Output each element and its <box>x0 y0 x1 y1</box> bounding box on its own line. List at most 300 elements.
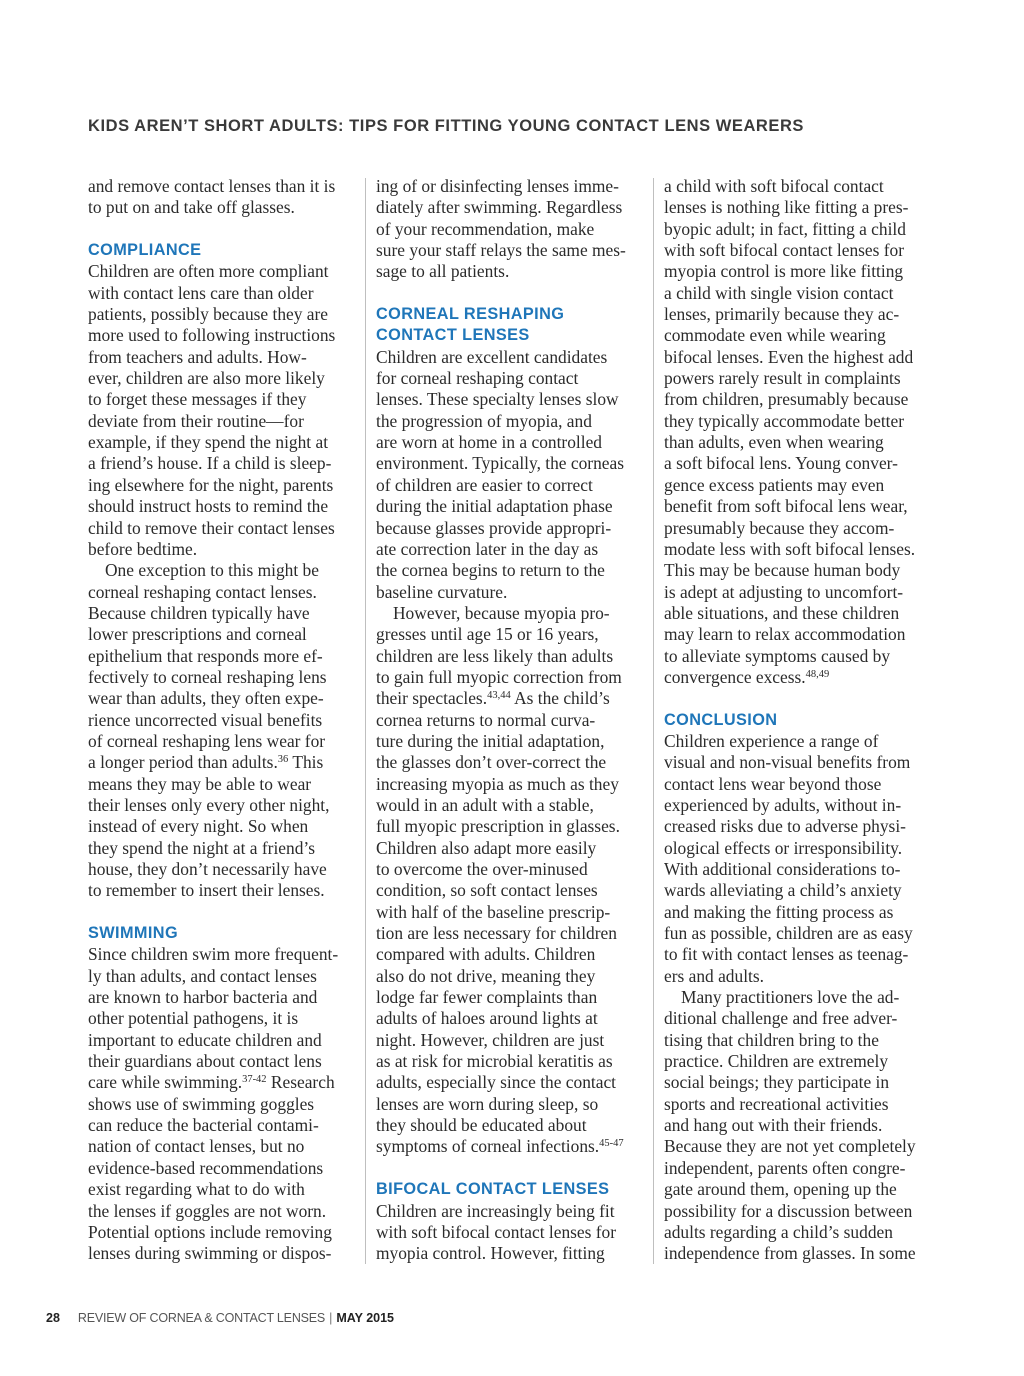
running-header: KIDS AREN’T SHORT ADULTS: TIPS FOR FITTING YOUNG CONTACT LENS WEARERS <box>88 117 804 135</box>
line-text: byopic adult; in fact, fitting a child <box>664 218 906 239</box>
text-line <box>376 453 646 474</box>
line-text: wards alleviating a child’s anxiety <box>664 880 902 901</box>
paragraph-gap <box>376 283 646 304</box>
text-line <box>88 304 358 325</box>
text-column-1 <box>88 176 358 1266</box>
line-text: children are less likely than adults <box>376 645 614 666</box>
text-line <box>664 1030 936 1051</box>
line-text: than adults, even when wearing <box>664 432 884 453</box>
line-text-continued: This <box>288 752 324 773</box>
line-text: lower prescriptions and corneal <box>88 624 307 645</box>
text-line <box>88 859 358 880</box>
line-text: to remember to insert their lenses. <box>88 880 325 901</box>
line-text: of your recommendation, make <box>376 218 595 239</box>
text-line <box>88 1179 358 1200</box>
text-line <box>376 496 646 517</box>
text-line <box>88 838 358 859</box>
line-text: ing of or disinfecting lenses imme- <box>376 176 619 196</box>
line-text: instead of every night. So when <box>88 816 309 837</box>
text-line <box>376 795 646 816</box>
line-text: environment. Typically, the corneas <box>376 453 624 474</box>
paragraph-gap <box>88 902 358 923</box>
text-line <box>664 603 936 624</box>
text-line <box>376 774 646 795</box>
line-text: myopia control is more like fitting <box>664 261 904 282</box>
line-text: night. However, children are just <box>376 1029 605 1050</box>
text-line <box>664 987 936 1008</box>
line-text: ly than adults, and contact lenses <box>88 965 317 986</box>
line-text: of corneal reshaping lens wear for <box>88 730 326 751</box>
text-line <box>88 1136 358 1157</box>
text-line <box>376 219 646 240</box>
line-text: to forget these messages if they <box>88 389 307 410</box>
text-line <box>664 731 936 752</box>
line-text: ing elsewhere for the night, parents <box>88 474 334 495</box>
line-text: presumably because they accom- <box>664 517 895 538</box>
paragraph-gap <box>664 688 936 709</box>
text-line <box>664 432 936 453</box>
text-line <box>664 667 936 688</box>
line-text: Since children swim more frequent- <box>88 944 339 965</box>
text-line <box>664 859 936 880</box>
text-line <box>376 624 646 645</box>
text-line <box>376 1072 646 1093</box>
line-text: lenses during swimming or dispos- <box>88 1243 332 1264</box>
text-line <box>376 1222 646 1243</box>
text-line <box>88 646 358 667</box>
text-line <box>88 667 358 688</box>
text-line <box>664 475 936 496</box>
line-text: adults of haloes around lights at <box>376 1008 598 1029</box>
paragraph-gap <box>376 1158 646 1179</box>
text-line <box>376 1008 646 1029</box>
text-line <box>88 197 358 218</box>
text-line <box>88 261 358 282</box>
line-text: ers and adults. <box>664 965 764 986</box>
text-line <box>88 1243 358 1264</box>
text-line <box>376 667 646 688</box>
text-line <box>376 582 646 603</box>
line-text: and making the fitting process as <box>664 901 894 922</box>
line-text: their guardians about contact lens <box>88 1051 322 1072</box>
line-text: One exception to this might be <box>105 560 319 581</box>
text-line <box>376 539 646 560</box>
text-line <box>88 1072 358 1093</box>
line-text: lenses. These specialty lenses slow <box>376 389 619 410</box>
text-line <box>88 368 358 389</box>
text-line <box>376 411 646 432</box>
text-line <box>88 603 358 624</box>
line-text: they typically accommodate better <box>664 410 904 431</box>
text-line <box>376 197 646 218</box>
line-text: during the initial adaptation phase <box>376 496 613 517</box>
text-line <box>376 1136 646 1157</box>
line-text: and hang out with their friends. <box>664 1115 883 1136</box>
text-line <box>88 411 358 432</box>
line-text: of children are easier to correct <box>376 474 593 495</box>
line-text: contact lens wear beyond those <box>664 773 882 794</box>
paragraph-gap <box>88 219 358 240</box>
line-text: independence from glasses. In some <box>664 1243 916 1264</box>
line-text: patients, possibly because they are <box>88 304 329 325</box>
line-text: from teachers and adults. How- <box>88 346 307 367</box>
line-text: shows use of swimming goggles <box>88 1093 315 1114</box>
section-heading: CONTACT LENSES <box>376 326 530 345</box>
text-line <box>376 1051 646 1072</box>
line-text: a child with single vision contact <box>664 282 894 303</box>
text-line <box>88 795 358 816</box>
line-text: diately after swimming. Regardless <box>376 197 623 218</box>
text-line <box>664 197 936 218</box>
text-line <box>88 475 358 496</box>
line-text: lenses, primarily because they ac- <box>664 304 900 325</box>
line-text: tion are less necessary for children <box>376 923 617 944</box>
line-text: creased risks due to adverse physi- <box>664 816 906 837</box>
text-line <box>664 389 936 410</box>
text-line <box>664 582 936 603</box>
text-line <box>88 688 358 709</box>
line-text: the glasses don’t over-correct the <box>376 752 607 773</box>
text-line <box>664 453 936 474</box>
line-text: Many practitioners love the ad- <box>681 987 900 1008</box>
line-text: for corneal reshaping contact <box>376 368 579 389</box>
text-line <box>376 176 646 197</box>
line-text: Children experience a range of <box>664 730 879 751</box>
line-text: other potential pathogens, it is <box>88 1008 299 1029</box>
text-line <box>376 688 646 709</box>
text-line <box>664 240 936 261</box>
text-line <box>88 432 358 453</box>
page-footer <box>46 1311 394 1325</box>
text-line <box>88 560 358 581</box>
line-text: practice. Children are extremely <box>664 1051 889 1072</box>
line-text: child to remove their contact lenses <box>88 517 335 538</box>
text-line <box>88 176 358 197</box>
line-text: convergence excess. <box>664 666 806 687</box>
text-line <box>664 816 936 837</box>
text-line <box>664 1201 936 1222</box>
text-line <box>664 774 936 795</box>
text-line <box>88 496 358 517</box>
line-text: myopia control. However, fitting <box>376 1243 605 1264</box>
line-text: ditional challenge and free adver- <box>664 1008 898 1029</box>
text-line <box>88 1051 358 1072</box>
line-text: increasing myopia as much as they <box>376 773 619 794</box>
text-line <box>376 902 646 923</box>
line-text: to fit with contact lenses as teenag- <box>664 944 909 965</box>
line-text: because glasses provide appropri- <box>376 517 612 538</box>
text-line <box>88 944 358 965</box>
line-text: the cornea begins to return to the <box>376 560 605 581</box>
line-text: rience uncorrected visual benefits <box>88 709 323 730</box>
text-line <box>88 283 358 304</box>
line-text: with soft bifocal contact lenses for <box>376 1221 617 1242</box>
line-text: with contact lens care than older <box>88 282 314 303</box>
text-line <box>376 816 646 837</box>
text-line <box>664 1179 936 1200</box>
line-text: a friend’s house. If a child is sleep- <box>88 453 332 474</box>
text-line <box>88 774 358 795</box>
line-text: lenses are worn during sleep, so <box>376 1093 599 1114</box>
line-text: This may be because human body <box>664 560 901 581</box>
line-text: sage to all patients. <box>376 261 510 282</box>
text-line <box>664 1115 936 1136</box>
text-line <box>664 368 936 389</box>
line-text: compared with adults. Children <box>376 944 596 965</box>
line-text: gate around them, opening up the <box>664 1179 897 1200</box>
line-text: baseline curvature. <box>376 581 508 602</box>
text-line <box>376 261 646 282</box>
text-line <box>376 389 646 410</box>
text-line <box>664 176 936 197</box>
line-text: Children also adapt more easily <box>376 837 597 858</box>
line-text: a child with soft bifocal contact <box>664 176 884 196</box>
line-text: lenses is nothing like fitting a pres- <box>664 197 909 218</box>
section-heading: CORNEAL RESHAPING <box>376 305 565 324</box>
line-text: deviate from their routine—for <box>88 410 304 431</box>
column-divider <box>365 178 366 1264</box>
line-text: Because they are not yet completely <box>664 1136 916 1157</box>
line-text: the progression of myopia, and <box>376 410 592 431</box>
text-line <box>88 347 358 368</box>
issue-date: MAY 2015 <box>336 1311 394 1325</box>
line-text: bifocal lenses. Even the highest add <box>664 346 914 367</box>
text-line <box>88 987 358 1008</box>
text-line <box>664 1136 936 1157</box>
line-text: ever, children are also more likely <box>88 368 325 389</box>
line-text: full myopic prescription in glasses. <box>376 816 620 837</box>
publication-name: REVIEW OF CORNEA & CONTACT LENSES <box>77 1311 326 1325</box>
text-line <box>376 1243 646 1264</box>
text-line <box>664 795 936 816</box>
text-line <box>376 966 646 987</box>
line-text: to overcome the over-minused <box>376 859 588 879</box>
text-line <box>376 347 646 368</box>
text-line <box>376 731 646 752</box>
line-text: gresses until age 15 or 16 years, <box>376 624 599 645</box>
text-line <box>376 838 646 859</box>
text-line <box>664 304 936 325</box>
section-heading: SWIMMING <box>88 924 179 943</box>
line-text: to gain full myopic correction from <box>376 666 622 687</box>
line-text: gence excess patients may even <box>664 474 885 495</box>
line-text: adults regarding a child’s sudden <box>664 1221 893 1242</box>
line-text: from children, presumably because <box>664 389 909 410</box>
line-text: experienced by adults, without in- <box>664 794 902 815</box>
text-line <box>664 347 936 368</box>
line-text: nation of contact lenses, but no <box>88 1136 305 1157</box>
text-line <box>376 923 646 944</box>
text-line <box>88 539 358 560</box>
text-line <box>376 859 646 880</box>
text-line <box>664 880 936 901</box>
text-line <box>376 1115 646 1136</box>
line-text: Children are increasingly being fit <box>376 1200 615 1221</box>
text-line <box>376 944 646 965</box>
line-text: tising that children bring to the <box>664 1029 879 1050</box>
text-line <box>376 368 646 389</box>
line-text: However, because myopia pro- <box>393 602 610 623</box>
text-line <box>88 518 358 539</box>
line-text: wear than adults, they often expe- <box>88 688 324 709</box>
text-line <box>664 1072 936 1093</box>
line-text: With additional considerations to- <box>664 859 901 879</box>
text-line <box>664 752 936 773</box>
line-text: would in an adult with a stable, <box>376 794 594 815</box>
text-line <box>664 1158 936 1179</box>
line-text: fectively to corneal reshaping lens <box>88 666 327 687</box>
line-text: independent, parents often congre- <box>664 1157 906 1178</box>
line-text: able situations, and these children <box>664 602 900 623</box>
line-text: sports and recreational activities <box>664 1093 889 1114</box>
text-line <box>88 710 358 731</box>
text-line <box>88 1008 358 1029</box>
text-line <box>376 475 646 496</box>
text-line <box>376 987 646 1008</box>
text-line <box>376 752 646 773</box>
text-line <box>376 560 646 581</box>
text-line <box>664 1008 936 1029</box>
text-line <box>664 411 936 432</box>
text-line <box>376 1201 646 1222</box>
line-text: Because children typically have <box>88 602 310 623</box>
line-text: exist regarding what to do with <box>88 1179 305 1200</box>
text-line <box>88 1222 358 1243</box>
line-text-continued: As the child’s <box>510 688 610 709</box>
section-heading: BIFOCAL CONTACT LENSES <box>376 1180 610 1199</box>
text-line <box>664 539 936 560</box>
line-text: their lenses only every other night, <box>88 794 330 815</box>
line-text: powers rarely result in complaints <box>664 368 901 389</box>
line-text: they should be educated about <box>376 1115 587 1136</box>
line-text: social beings; they participate in <box>664 1072 890 1093</box>
text-line <box>664 560 936 581</box>
text-line <box>88 1030 358 1051</box>
text-line <box>88 624 358 645</box>
line-text: commodate even while wearing <box>664 325 886 346</box>
text-line <box>376 240 646 261</box>
text-line <box>664 944 936 965</box>
line-text: condition, so soft contact lenses <box>376 880 598 901</box>
line-text: they spend the night at a friend’s <box>88 837 315 858</box>
text-line <box>664 1051 936 1072</box>
line-text: to alleviate symptoms caused by <box>664 645 891 666</box>
line-text: care while swimming. <box>88 1072 243 1093</box>
page-number: 28 <box>46 1311 60 1325</box>
line-text: are known to harbor bacteria and <box>88 987 318 1008</box>
line-text: epithelium that responds more ef- <box>88 645 323 666</box>
line-text: cornea returns to normal curva- <box>376 709 596 730</box>
text-line <box>88 1158 358 1179</box>
line-text: with soft bifocal contact lenses for <box>664 240 905 261</box>
line-text: with half of the baseline prescrip- <box>376 901 611 922</box>
text-line <box>664 496 936 517</box>
line-text: is adept at adjusting to uncomfort- <box>664 581 904 602</box>
line-text: example, if they spend the night at <box>88 432 329 453</box>
text-line <box>88 389 358 410</box>
text-line <box>376 1094 646 1115</box>
line-text: to put on and take off glasses. <box>88 197 295 218</box>
line-text: evidence-based recommendations <box>88 1157 324 1178</box>
citation-superscript: 45-47 <box>599 1138 624 1150</box>
line-text: important to educate children and <box>88 1029 322 1050</box>
line-text: should instruct hosts to remind the <box>88 496 329 517</box>
section-heading: CONCLUSION <box>664 710 778 729</box>
line-text: fun as possible, children are as easy <box>664 923 913 944</box>
text-line <box>664 966 936 987</box>
text-column-3 <box>664 176 936 1266</box>
footer-separator: | <box>329 1311 333 1325</box>
text-line <box>664 624 936 645</box>
text-line <box>664 838 936 859</box>
text-line <box>88 1201 358 1222</box>
line-text: lodge far fewer complaints than <box>376 987 598 1008</box>
line-text: visual and non-visual benefits from <box>664 752 911 773</box>
line-text: a longer period than adults. <box>88 752 278 773</box>
line-text: Children are often more compliant <box>88 261 329 282</box>
citation-superscript: 43,44 <box>487 690 511 702</box>
line-text: as at risk for microbial keratitis as <box>376 1051 613 1072</box>
line-text: may learn to relax accommodation <box>664 624 906 645</box>
text-line <box>664 325 936 346</box>
text-line <box>664 261 936 282</box>
text-line <box>664 1243 936 1264</box>
citation-superscript: 37-42 <box>242 1074 267 1086</box>
line-text: more used to following instructions <box>88 325 336 346</box>
line-text: adults, especially since the contact <box>376 1072 616 1093</box>
text-line <box>376 1030 646 1051</box>
line-text: house, they don’t necessarily have <box>88 859 327 879</box>
line-text: Children are excellent candidates <box>376 346 608 367</box>
text-line <box>664 923 936 944</box>
text-line <box>376 432 646 453</box>
line-text: ture during the initial adaptation, <box>376 730 605 751</box>
line-text: the lenses if goggles are not worn. <box>88 1200 327 1221</box>
line-text: a soft bifocal lens. Young conver- <box>664 453 898 474</box>
text-line <box>376 880 646 901</box>
text-line <box>88 880 358 901</box>
text-line <box>664 518 936 539</box>
text-line <box>88 966 358 987</box>
line-text: corneal reshaping contact lenses. <box>88 581 317 602</box>
text-line <box>376 603 646 624</box>
text-line <box>376 646 646 667</box>
line-text: benefit from soft bifocal lens wear, <box>664 496 908 517</box>
text-line <box>88 752 358 773</box>
line-text: ate correction later in the day as <box>376 538 599 559</box>
line-text: modate less with soft bifocal lenses. <box>664 538 916 559</box>
text-line <box>664 283 936 304</box>
line-text: can reduce the bacterial contami- <box>88 1115 319 1136</box>
text-line <box>88 582 358 603</box>
section-heading: COMPLIANCE <box>88 241 202 260</box>
line-text: sure your staff relays the same mes- <box>376 240 626 261</box>
line-text: are worn at home in a controlled <box>376 432 602 453</box>
line-text: and remove contact lenses than it is <box>88 176 336 196</box>
text-line <box>88 731 358 752</box>
text-line <box>376 518 646 539</box>
text-line <box>664 646 936 667</box>
column-divider <box>653 178 654 1264</box>
line-text: Potential options include removing <box>88 1221 332 1242</box>
text-line <box>88 816 358 837</box>
line-text: also do not drive, meaning they <box>376 965 596 986</box>
text-line <box>664 902 936 923</box>
text-line <box>664 219 936 240</box>
line-text-continued: Research <box>266 1072 335 1093</box>
text-line <box>664 1094 936 1115</box>
text-line <box>88 1094 358 1115</box>
